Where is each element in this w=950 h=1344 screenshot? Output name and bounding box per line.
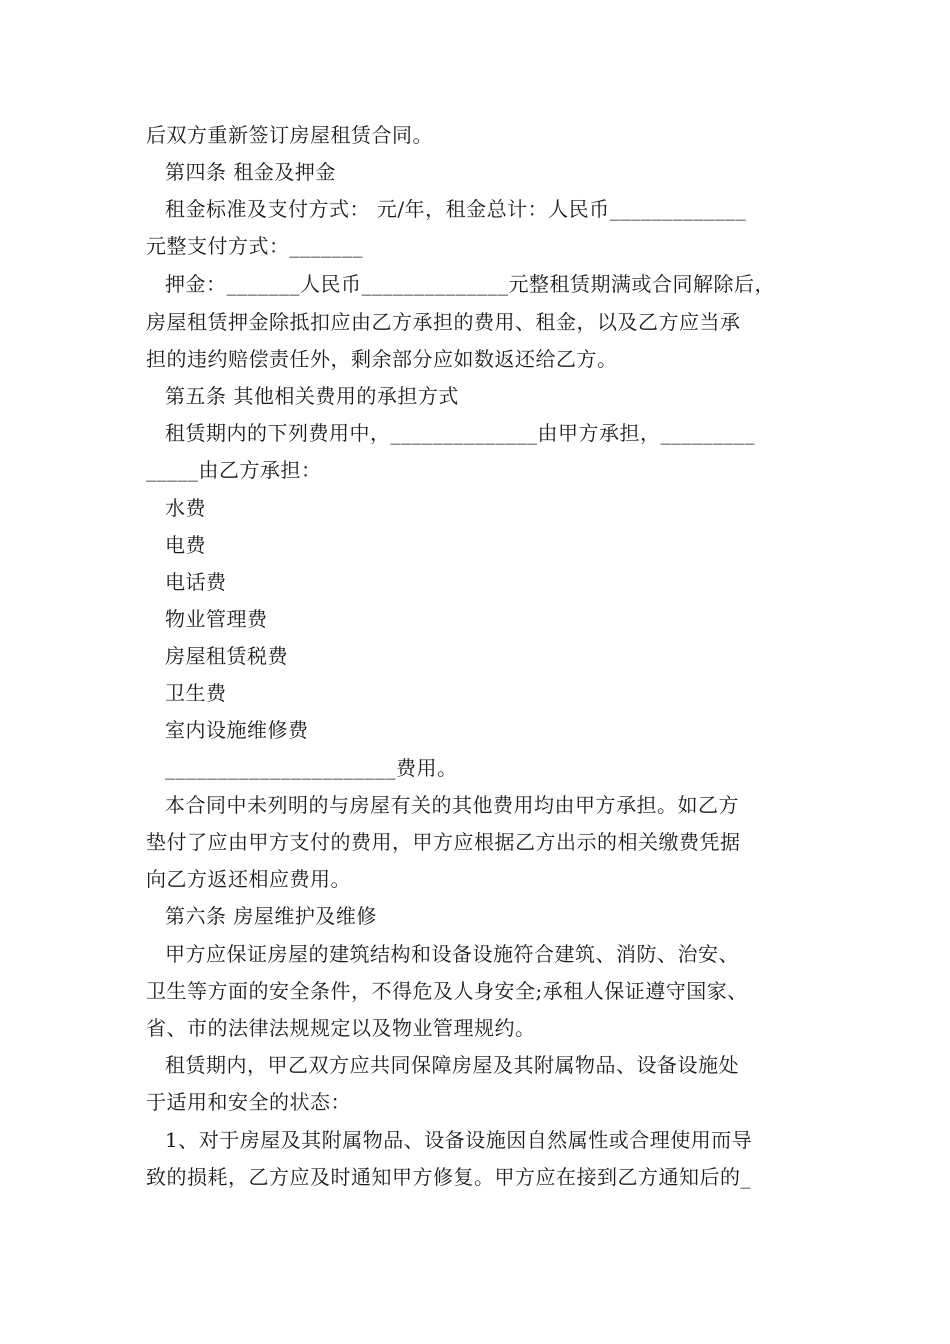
- text-line: _____由乙方承担：: [146, 458, 322, 482]
- list-item: 电话费: [165, 570, 227, 594]
- text-line: 向乙方返还相应费用。: [146, 867, 351, 891]
- text-line: 甲方应保证房屋的建筑结构和设备设施符合建筑、消防、治安、: [165, 942, 739, 966]
- text-line: 租赁期内的下列费用中，______________由甲方承担，_________: [165, 421, 755, 445]
- text-line: 担的违约赔偿责任外，剩余部分应如数返还给乙方。: [146, 347, 618, 371]
- text-line: 于适用和安全的状态：: [146, 1090, 351, 1114]
- list-item: 房屋租赁税费: [165, 644, 288, 668]
- text-line: 卫生等方面的安全条件，不得危及人身安全;承租人保证遵守国家、: [146, 979, 748, 1003]
- text-line: 元整支付方式：_______: [146, 234, 363, 258]
- list-item: 电费: [165, 533, 206, 557]
- text-line: 租金标准及支付方式： 元/年，租金总计：人民币_____________: [165, 197, 747, 221]
- text-line: 后双方重新签订房屋租赁合同。: [146, 123, 433, 147]
- section-heading: 第四条 租金及押金: [165, 160, 336, 184]
- text-line: 租赁期内，甲乙双方应共同保障房屋及其附属物品、设备设施处: [165, 1053, 739, 1077]
- text-line: 垫付了应由甲方支付的费用，甲方应根据乙方出示的相关缴费凭据: [146, 830, 741, 854]
- list-item: ______________________费用。: [165, 756, 458, 780]
- list-item: 卫生费: [165, 681, 227, 705]
- list-item: 物业管理费: [165, 607, 268, 631]
- text-line: 押金：_______人民币______________元整租赁期满或合同解除后，: [165, 272, 775, 296]
- text-line: 房屋租赁押金除抵扣应由乙方承担的费用、租金，以及乙方应当承: [146, 310, 741, 334]
- text-line: 省、市的法律法规规定以及物业管理规约。: [146, 1016, 536, 1040]
- section-heading: 第五条 其他相关费用的承担方式: [165, 384, 459, 408]
- list-item: 水费: [165, 496, 206, 520]
- section-heading: 第六条 房屋维护及维修: [165, 904, 377, 928]
- list-item: 室内设施维修费: [165, 718, 309, 742]
- text-line: 本合同中未列明的与房屋有关的其他费用均由甲方承担。如乙方: [165, 793, 739, 817]
- text-line: 致的损耗，乙方应及时通知甲方修复。甲方应在接到乙方通知后的_: [146, 1165, 751, 1189]
- text-line: 1、对于房屋及其附属物品、设备设施因自然属性或合理使用而导: [165, 1128, 753, 1152]
